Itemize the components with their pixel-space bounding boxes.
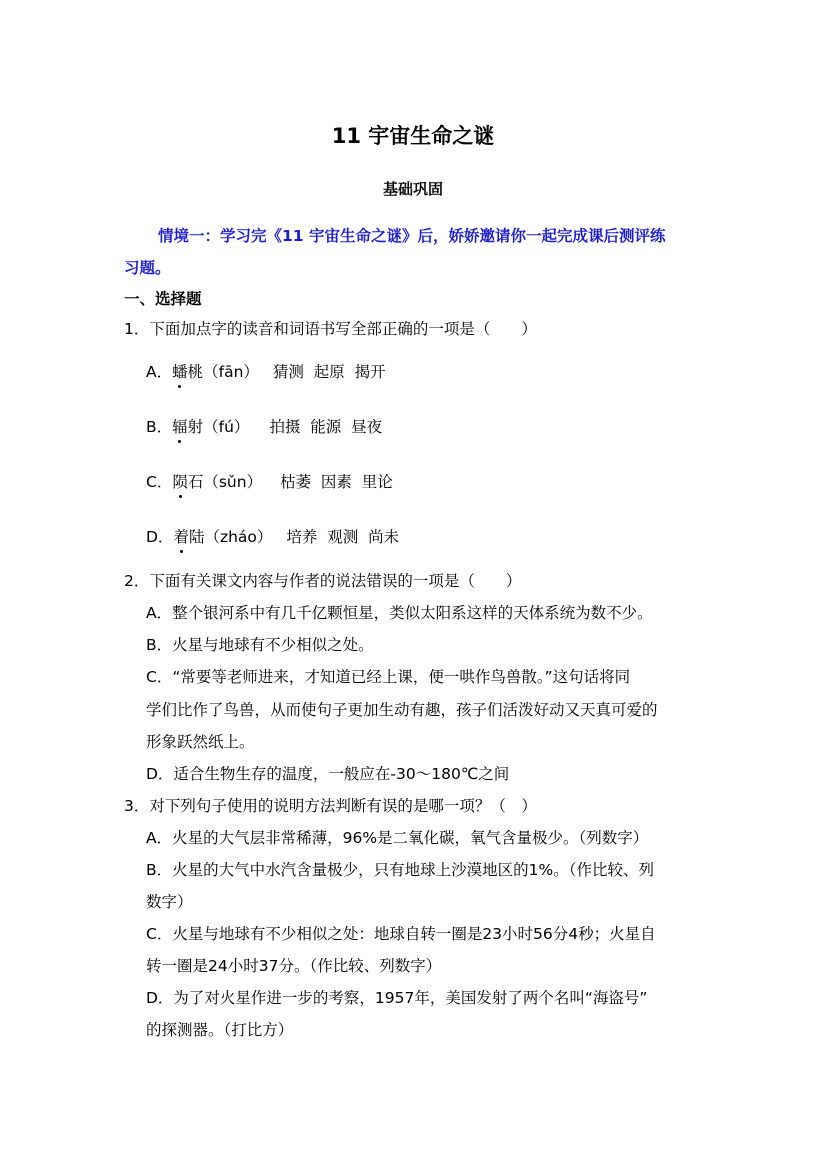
dotted-character: 着 (173, 525, 189, 547)
option-label: D． (146, 528, 174, 546)
page-title: 11 宇宙生命之谜 (331, 124, 495, 148)
question-2-option-c-cont: 学们比作了鸟兽，从而使句子更加生动有趣，孩子们活泼好动又天真可爱的 (146, 701, 658, 719)
option-words: 培养 观测 尚未 (286, 528, 400, 546)
scenario-line-1: 情境一：学习完《11 宇宙生命之谜》后，娇娇邀请你一起完成课后测评练 (158, 227, 666, 245)
option-label: A． (146, 363, 173, 381)
question-2-option-c-cont: 形象跃然纸上。 (146, 733, 255, 751)
question-2-option-d: D．适合生物生存的温度，一般应在-30～180℃之间 (146, 765, 510, 783)
question-3-option-c: C．火星与地球有不少相似之处：地球自转一圈是23小时56分4秒；火星自 (146, 925, 656, 943)
section-subtitle: 基础巩固 (382, 180, 443, 198)
scenario-line-2: 习题。 (124, 259, 171, 277)
question-1-option-b (146, 415, 382, 437)
dotted-character: 蟠 (172, 360, 188, 382)
option-word-pinyin: 射（fú） (187, 418, 250, 436)
question-2-stem: 2．下面有关课文内容与作者的说法错误的一项是（ ） (124, 572, 522, 590)
question-1-option-a (146, 360, 386, 382)
dotted-character: 辐 (172, 415, 188, 437)
question-3-option-b: B．火星的大气中水汽含量极少，只有地球上沙漠地区的1%。（作比较、列 (146, 861, 654, 879)
question-3-option-a: A．火星的大气层非常稀薄，96%是二氧化碳，氧气含量极少。（列数字） (146, 829, 649, 847)
question-3-option-d: D．为了对火星作进一步的考察，1957年，美国发射了两个名叫“海盗号” (146, 989, 648, 1007)
option-word-pinyin: 陆（zháo） (188, 528, 273, 546)
option-word-pinyin: 石（sǔn） (187, 473, 263, 491)
section-heading: 一、选择题 (124, 290, 202, 308)
question-2-option-a: A．整个银河系中有几千亿颗恒星，类似太阳系这样的天体系统为数不少。 (146, 604, 653, 622)
question-3-option-c-cont: 转一圈是24小时37分。（作比较、列数字） (146, 957, 442, 975)
question-3-option-b-cont: 数字） (146, 893, 193, 911)
option-label: B． (146, 418, 173, 436)
option-words: 枯萎 因素 里论 (280, 473, 393, 491)
question-3-stem: 3．对下列句子使用的说明方法判断有误的是哪一项？（ ） (124, 797, 537, 815)
question-2-option-c: C．“常要等老师进来，才知道已经上课，便一哄作鸟兽散。”这句话将同 (146, 668, 631, 686)
option-label: C． (146, 473, 173, 491)
question-2-option-b: B．火星与地球有不少相似之处。 (146, 636, 374, 654)
question-1-stem: 1．下面加点字的读音和词语书写全部正确的一项是（ ） (124, 320, 537, 338)
question-1-option-c (146, 470, 393, 492)
question-3-option-d-cont: 的探测器。（打比方） (146, 1021, 294, 1039)
question-1-option-d (146, 525, 399, 547)
option-words: 拍摄 能源 昼夜 (269, 418, 383, 436)
option-words: 猜测 起原 揭开 (272, 363, 386, 381)
dotted-character: 陨 (172, 470, 188, 492)
option-word-pinyin: 桃（fān） (187, 363, 259, 381)
